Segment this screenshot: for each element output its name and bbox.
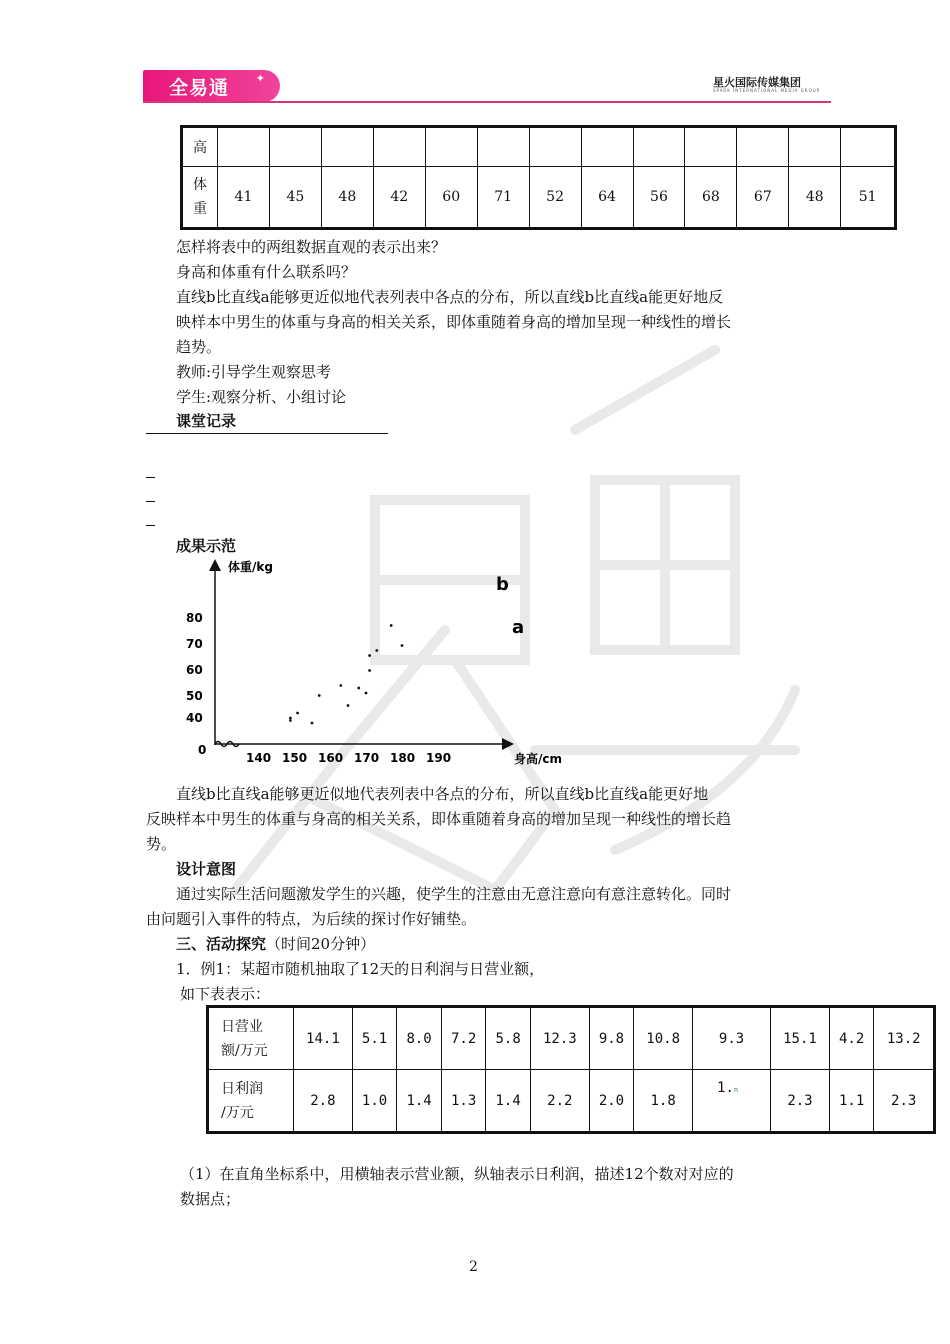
- brand-name: 星火国际传媒集团: [713, 76, 801, 89]
- table-cell: 1.3: [441, 1070, 486, 1133]
- question-1: 怎样将表中的两组数据直观的表示出来？: [176, 238, 447, 256]
- data-point: [368, 669, 371, 672]
- x-tick-label: 170: [354, 751, 380, 765]
- answer-dash: [146, 501, 155, 502]
- table-cell: 56: [633, 167, 685, 229]
- data-point: [401, 644, 404, 647]
- table-cell: [477, 127, 529, 167]
- table-cell: [737, 127, 789, 167]
- y-tick-label: 80: [186, 611, 203, 625]
- x-tick-label: 160: [318, 751, 344, 765]
- table-cell: 13.2: [874, 1007, 935, 1070]
- data-point: [289, 719, 292, 722]
- x-tick-label: 190: [426, 751, 452, 765]
- y-tick-label: 50: [186, 689, 203, 703]
- section-3-title: 三、活动探究: [176, 935, 267, 953]
- paragraph-3-line-2: 由问题引入事件的特点，为后续的探讨作好铺垫。: [146, 910, 477, 928]
- data-point: [347, 704, 350, 707]
- x-tick-label: 180: [390, 751, 416, 765]
- section-3-heading: [176, 933, 375, 954]
- table-cell: 2.3: [771, 1070, 830, 1133]
- table-cell: 2.2: [530, 1070, 589, 1133]
- table-cell: 7.2: [441, 1007, 486, 1070]
- table-cell: 64: [581, 167, 633, 229]
- row-label-weight: [182, 167, 218, 229]
- table-cell: [685, 127, 737, 167]
- table-cell: [581, 127, 633, 167]
- scatter-chart: [178, 555, 598, 770]
- row-label-weight-1: 体: [193, 177, 207, 193]
- data-point: [375, 649, 378, 652]
- table-cell: [425, 127, 477, 167]
- row-label-profit-2: /万元: [221, 1104, 254, 1121]
- y-tick-label: 70: [186, 637, 203, 651]
- revenue-profit-table: [206, 1005, 936, 1134]
- table-cell: 41: [218, 167, 270, 229]
- table-cell: [529, 127, 581, 167]
- brand-subtitle: SPARK INTERNATIONAL MEDIA GROUP: [713, 88, 821, 93]
- data-point: [368, 654, 371, 657]
- table-cell: 67: [737, 167, 789, 229]
- row-label-revenue: [208, 1007, 294, 1070]
- paragraph-3-line-1: 通过实际生活问题激发学生的兴趣，使学生的注意由无意注意向有意注意转化。同时: [176, 885, 732, 903]
- row-label-height: 高: [182, 127, 218, 167]
- data-point: [365, 692, 368, 695]
- line-label-b: b: [496, 574, 509, 595]
- table-cell: 71: [477, 167, 529, 229]
- paragraph-1-line-1: 直线b比直线a能够更近似地代表列表中各点的分布，所以直线b比直线a能更好地反: [176, 288, 724, 306]
- section-3-time: （时间20分钟）: [266, 935, 376, 953]
- table-cell: 42: [373, 167, 425, 229]
- teacher-note: 教师:引导学生观察思考: [176, 363, 332, 381]
- paragraph-1-line-2: 映样本中男生的体重与身高的相关关系，即体重随着身高的增加呈现一种线性的增长: [176, 313, 732, 331]
- example-1-table-intro: 如下表表示：: [180, 985, 271, 1003]
- blurred-value: 1.: [717, 1080, 734, 1096]
- table-cell: 2.0: [589, 1070, 634, 1133]
- question-part-1-line-1: （1）在直角坐标系中，用横轴表示营业额，纵轴表示日利润，描述12个数对对应的: [180, 1165, 734, 1183]
- table-cell: [789, 127, 841, 167]
- row-label-weight-2: 重: [193, 201, 207, 217]
- x-tick-label: 140: [246, 751, 272, 765]
- table-cell: [269, 127, 321, 167]
- data-point: [339, 684, 342, 687]
- table-cell: 9.3: [693, 1007, 771, 1070]
- heading-design-intent: 设计意图: [176, 860, 237, 878]
- logo-text: 全易通: [169, 76, 230, 99]
- table-cell: 51: [841, 167, 896, 229]
- table-cell: 60: [425, 167, 477, 229]
- table-cell: 1.8: [634, 1070, 693, 1133]
- heading-class-record: 课堂记录: [176, 412, 237, 430]
- table-cell: [321, 127, 373, 167]
- data-point: [390, 624, 393, 627]
- table-cell: 48: [789, 167, 841, 229]
- blurred-suffix: n: [733, 1086, 739, 1094]
- data-point: [311, 722, 314, 725]
- logo: [143, 70, 280, 102]
- table-cell: 4.2: [829, 1007, 874, 1070]
- table-cell: 5.8: [486, 1007, 531, 1070]
- paragraph-1-line-3: 趋势。: [176, 338, 222, 356]
- data-point: [357, 687, 360, 690]
- line-label-a: a: [512, 617, 525, 638]
- data-point: [289, 717, 292, 720]
- table-cell: [373, 127, 425, 167]
- table-cell: 14.1: [294, 1007, 353, 1070]
- student-note: 学生:观察分析、小组讨论: [176, 388, 347, 406]
- data-point: [318, 694, 321, 697]
- page-number: 2: [469, 1259, 478, 1275]
- example-1: 1．例1：某超市随机抽取了12天的日利润与日营业额，: [176, 960, 545, 978]
- origin-label: 0: [198, 743, 207, 757]
- paragraph-2-line-3: 势。: [146, 835, 177, 853]
- answer-line: [146, 433, 388, 434]
- height-weight-table: [180, 125, 897, 230]
- table-cell: 45: [269, 167, 321, 229]
- table-cell: [841, 127, 896, 167]
- table-cell: [633, 127, 685, 167]
- row-label-revenue-2: 额/万元: [221, 1042, 268, 1059]
- header-rule: [143, 101, 831, 103]
- y-tick-label: 60: [186, 663, 203, 677]
- table-cell: 8.0: [397, 1007, 442, 1070]
- table-cell: [693, 1070, 771, 1133]
- table-cell: 12.3: [530, 1007, 589, 1070]
- question-2: 身高和体重有什么联系吗？: [176, 263, 357, 281]
- x-tick-label: 150: [282, 751, 308, 765]
- x-axis-label: 身高/cm: [514, 752, 563, 766]
- row-label-profit: [208, 1070, 294, 1133]
- table-cell: 68: [685, 167, 737, 229]
- table-cell: 9.8: [589, 1007, 634, 1070]
- row-label-profit-1: 日利润: [221, 1080, 263, 1097]
- data-point: [296, 712, 299, 715]
- table-cell: 1.4: [397, 1070, 442, 1133]
- table-cell: [218, 127, 270, 167]
- question-part-1-line-2: 数据点；: [180, 1190, 241, 1208]
- table-cell: 2.8: [294, 1070, 353, 1133]
- table-cell: 1.4: [486, 1070, 531, 1133]
- table-cell: 15.1: [771, 1007, 830, 1070]
- row-label-revenue-1: 日营业: [221, 1018, 263, 1035]
- heading-result-demo: 成果示范: [176, 537, 237, 555]
- paragraph-2-line-2: 反映样本中男生的体重与身高的相关关系，即体重随着身高的增加呈现一种线性的增长趋: [146, 810, 732, 828]
- table-cell: 1.0: [352, 1070, 397, 1133]
- table-cell: 2.3: [874, 1070, 935, 1133]
- table-cell: 10.8: [634, 1007, 693, 1070]
- answer-dash: [146, 477, 155, 478]
- paragraph-2-line-1: 直线b比直线a能够更近似地代表列表中各点的分布，所以直线b比直线a能更好地: [176, 785, 709, 803]
- y-tick-label: 40: [186, 711, 203, 725]
- answer-dash: [146, 525, 155, 526]
- table-cell: 5.1: [352, 1007, 397, 1070]
- table-cell: 48: [321, 167, 373, 229]
- table-cell: 52: [529, 167, 581, 229]
- y-axis-label: 体重/kg: [228, 560, 273, 574]
- sparkle-icon: ✦: [255, 72, 266, 85]
- table-cell: 1.1: [829, 1070, 874, 1133]
